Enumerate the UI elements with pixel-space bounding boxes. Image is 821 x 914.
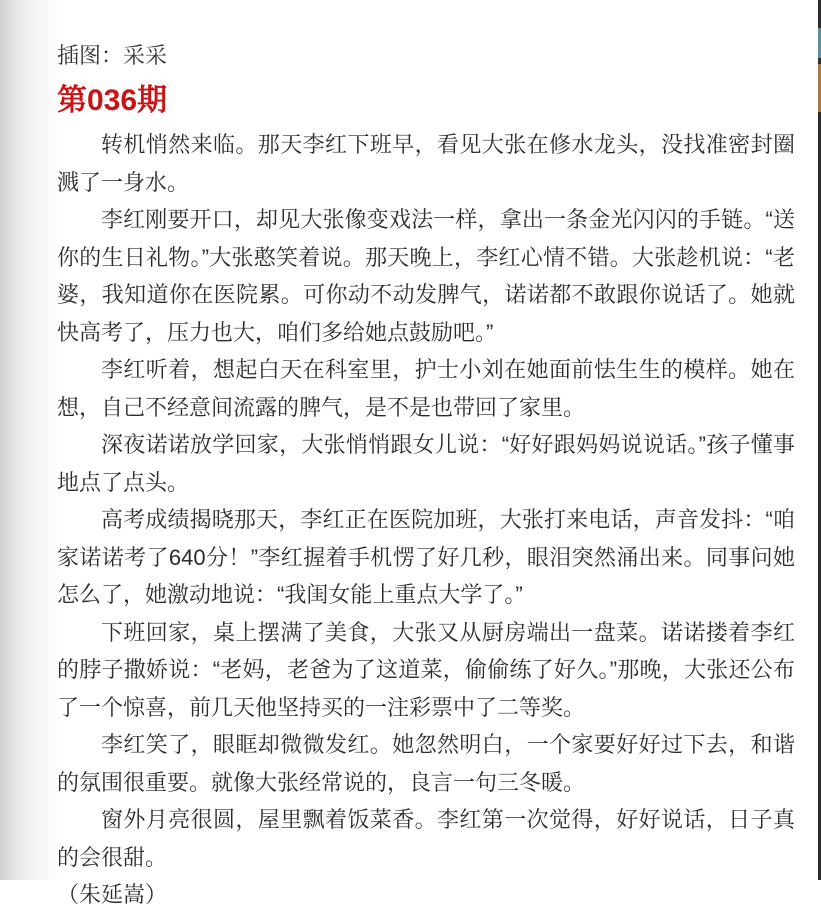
story-paragraph: 深夜诺诺放学回家，大张悄悄跟女儿说：“好好跟妈妈说说话。”孩子懂事地点了点头。: [57, 432, 795, 495]
story-paragraph: 高考成绩揭晓那天，李红正在医院加班，大张打来电话，声音发抖：“咱家诺诺考了640分！”李红握着手机愣了好几秒，眼泪突然涌出来。同事问她怎么了，她激动地说：“我闺女能上重点大学了。”: [57, 507, 795, 607]
illustration-credit: 插图：采采: [57, 43, 168, 68]
left-page-shadow: [0, 0, 62, 880]
article-content: [57, 42, 795, 914]
story-paragraph: 窗外月亮很圆，屋里飘着饭菜香。李红第一次觉得，好好说话，日子真的会很甜。: [57, 807, 795, 870]
story-paragraph: 下班回家，桌上摆满了美食，大张又从厨房端出一盘菜。诺诺搂着李红的脖子撒娇说：“老妈，老爸为了这道菜，偷偷练了好久。”那晚，大张还公布了一个惊喜，前几天他坚持买的一注彩票中了二等奖。: [57, 619, 795, 720]
story-body: [57, 126, 795, 876]
issue-title: 第036期: [57, 84, 168, 117]
story-paragraph: 李红刚要开口，却见大张像变戏法一样，拿出一条金光闪闪的手链。“送你的生日礼物。”大张憨笑着说。那天晚上，李红心情不错。大张趁机说：“老婆，我知道你在医院累。可你动不动发脾气，诺诺都不敢跟你说话了。她就快高考了，压力也大，咱们多给她点鼓励吧。”: [57, 207, 795, 345]
story-paragraph: 李红听着，想起白天在科室里，护士小刘在她面前怯生生的模样。她在想，自己不经意间流露的脾气，是不是也带回了家里。: [57, 357, 795, 420]
story-paragraph: 转机悄然来临。那天李红下班早，看见大张在修水龙头，没找准密封圈溅了一身水。: [57, 132, 795, 195]
author-byline: （朱延嵩）: [57, 882, 168, 907]
story-paragraph: 李红笑了，眼眶却微微发红。她忽然明白，一个家要好好过下去，和谐的氛围很重要。就像大张经常说的，良言一句三冬暖。: [57, 732, 795, 795]
